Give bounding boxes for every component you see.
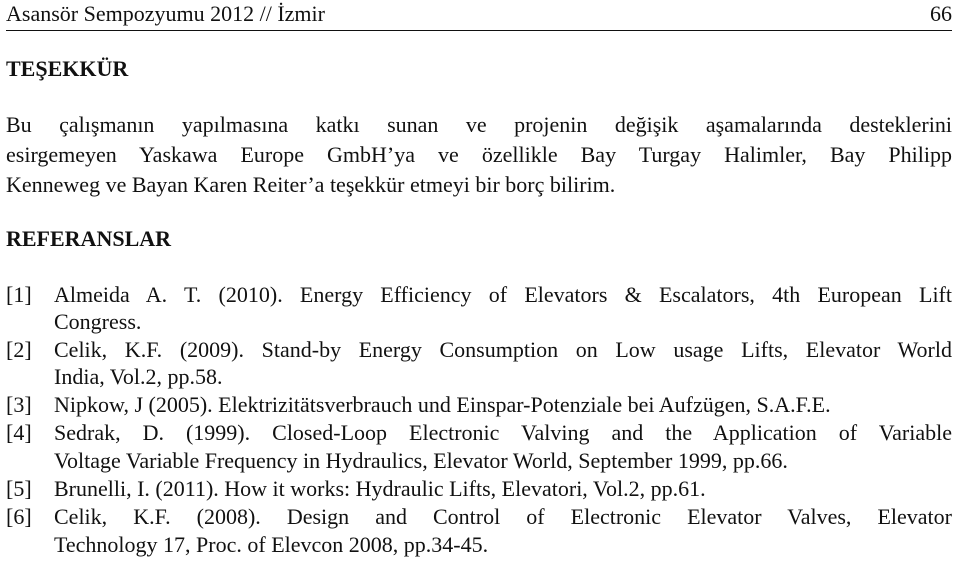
- reference-text: Nipkow, J (2005). Elektrizitätsverbrauch und Einspar-Potenziale bei Aufzügen, S.A.F.E.: [54, 392, 831, 417]
- reference-number: [3]: [6, 392, 32, 417]
- reference-number: [4]: [6, 420, 32, 445]
- acknowledgement-line: Kenneweg ve Bayan Karen Reiter’a teşekkür etmeyi bir borç bilirim.: [6, 172, 616, 197]
- acknowledgement-heading: TEŞEKKÜR: [6, 56, 129, 81]
- reference-number: [2]: [6, 337, 32, 362]
- reference-text: Sedrak, D. (1999). Closed-Loop Electronic Valving and the Application of Variable: [54, 420, 952, 445]
- reference-text: Brunelli, I. (2011). How it works: Hydraulic Lifts, Elevatori, Vol.2, pp.61.: [54, 476, 706, 501]
- acknowledgement-line: Bu çalışmanın yapılmasına katkı sunan ve projenin değişik aşamalarında desteklerini: [6, 112, 952, 137]
- references-heading: REFERANSLAR: [6, 226, 172, 251]
- acknowledgement-line: esirgemeyen Yaskawa Europe GmbH’ya ve özellikle Bay Turgay Halimler, Bay Philipp: [6, 142, 952, 167]
- header-title: Asansör Sempozyumu 2012 // İzmir: [6, 1, 325, 26]
- reference-text: Celik, K.F. (2008). Design and Control of Electronic Elevator Valves, Elevator: [54, 504, 952, 529]
- header-divider: [6, 30, 952, 31]
- page-number: 66: [930, 1, 952, 26]
- reference-number: [6]: [6, 504, 32, 529]
- running-header: [6, 0, 952, 30]
- reference-number: [5]: [6, 476, 32, 501]
- reference-text: India, Vol.2, pp.58.: [54, 364, 223, 389]
- reference-text: Congress.: [54, 309, 142, 334]
- reference-text: Voltage Variable Frequency in Hydraulics, Elevator World, September 1999, pp.66.: [54, 448, 788, 473]
- reference-text: Technology 17, Proc. of Elevcon 2008, pp.34-45.: [54, 532, 489, 557]
- reference-text: Celik, K.F. (2009). Stand-by Energy Consumption on Low usage Lifts, Elevator World: [54, 337, 952, 362]
- reference-number: [1]: [6, 282, 32, 307]
- reference-text: Almeida A. T. (2010). Energy Efficiency of Elevators & Escalators, 4th European Lift: [54, 282, 952, 307]
